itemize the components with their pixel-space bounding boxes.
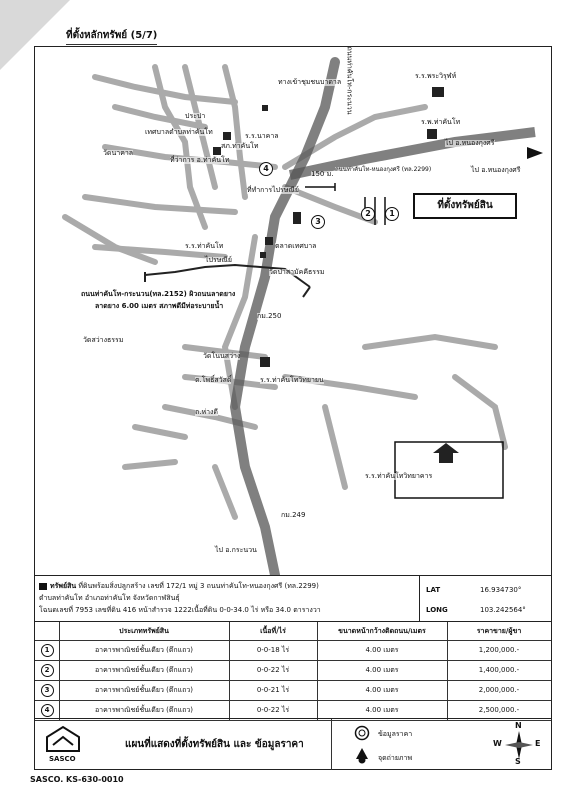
label-kanthon-road: ถ.ห่างดี: [195, 408, 218, 416]
info-line-1-text: ที่ดินพร้อมสิ่งปลูกสร้าง เลขที่ 172/1 หมู่ 3 ถนนท่าคันโท-หนองกุงศรี (ทล.2299): [78, 582, 319, 590]
label-wat-sawang: วัดสว่างธรรม: [83, 336, 124, 344]
price-data-icon: [354, 725, 370, 741]
lat-label: LAT: [426, 586, 441, 594]
row-1-no-cell: [35, 641, 60, 660]
lat-value: 16.934730°: [480, 586, 522, 594]
info-line-2: ตำบลท่าคันโท อำเภอท่าคันโท จังหวัดกาฬสินธุ์: [39, 594, 180, 602]
row-2-no-cell: [35, 661, 60, 680]
label-samnak: ร.ร.ท่าคันโท: [185, 242, 224, 250]
compass-rose: [493, 721, 545, 766]
label-road-width: ลาดยาง 6.00 เมตร สภาพดีมีท่อระบายน้ำ: [95, 302, 224, 310]
sasco-logo: [41, 723, 91, 765]
row-3-number: 3: [41, 684, 54, 697]
label-post-office: ไปรษณีย์: [205, 256, 232, 264]
row-1-price: 1,200,000.-: [478, 646, 520, 654]
long-value: 103.242564°: [480, 606, 526, 614]
label-prapa: ประปา: [185, 112, 206, 120]
row-2-type: อาคารพาณิชย์ชั้นเดียว (ตึกแถว): [59, 661, 230, 680]
label-market: ตลาดเทศบาล: [275, 242, 317, 250]
row-1-frontage: 4.00 เมตร: [317, 641, 448, 660]
marker-4: 4: [259, 162, 273, 176]
logo-text: SASCO: [49, 755, 76, 763]
compass-e: E: [535, 739, 541, 748]
label-km250: กม.250: [257, 312, 282, 320]
row-3-price: 2,000,000.-: [478, 686, 520, 694]
row-4-frontage: 4.00 เมตร: [317, 701, 448, 720]
row-2-area: 0-0-22 ไร่: [229, 661, 318, 680]
table-row: [35, 641, 551, 661]
label-to-kranuan: ไป อ.กระนวน: [215, 546, 257, 554]
header-no: [35, 622, 60, 640]
label-wat-lang: วัดโนนสว่าง: [203, 352, 241, 360]
row-1-type: อาคารพาณิชย์ชั้นเดียว (ตึกแถว): [59, 641, 230, 660]
footer-title: แผนที่แสดงที่ตั้งทรัพย์สิน และ ข้อมูลราคา: [125, 739, 304, 750]
row-4-area: 0-0-22 ไร่: [229, 701, 318, 720]
row-3-no-cell: [35, 681, 60, 700]
label-police: สภ.ท่าคันโท: [221, 142, 259, 150]
info-line-1-label: ทรัพย์สิน: [50, 582, 77, 590]
marker-1: 1: [385, 207, 399, 221]
row-2-frontage: 4.00 เมตร: [317, 661, 448, 680]
coordinates-box: [419, 576, 552, 622]
label-municipality: เทศบาลตำบลท่าคันโท: [145, 128, 213, 136]
location-map: [35, 47, 551, 575]
label-to-nong-kung-si-2: ไป อ.หนองกุงศรี: [471, 166, 521, 174]
label-school-wat: ร.ร.พระวิรุฬห์: [415, 72, 457, 80]
label-km249: กม.249: [281, 511, 306, 519]
table-row: [35, 661, 551, 681]
road-network: [35, 47, 551, 575]
row-3-frontage: 4.00 เมตร: [317, 681, 448, 700]
header-frontage: ขนาดหน้ากว้างติดถนน/เมตร: [317, 622, 448, 640]
row-4-number: 4: [41, 704, 54, 717]
property-info: [35, 575, 551, 622]
label-road-2152: ถนนท่าคันโท-กระนวน(ทล.2152) ผิวถนนลาดยาง: [81, 290, 236, 298]
map-legend: [331, 719, 462, 770]
property-description: [39, 580, 415, 616]
label-school-witthaya: ร.ร.ท่าคันโทวิทยายน: [260, 376, 324, 384]
document-code: SASCO. KS-630-0010: [30, 775, 124, 784]
row-2-price: 1,400,000.-: [478, 666, 520, 674]
marker-2: 2: [361, 207, 375, 221]
compass-icon: [505, 731, 533, 759]
label-distance-150: 150 ม.: [311, 170, 334, 178]
marker-3: 3: [311, 215, 325, 229]
label-road-2299: ถนนท่าคันโท-หนองกุงศรี (ทล.2299): [335, 166, 432, 173]
house-logo-icon: [41, 723, 91, 755]
info-line-3: โฉนดเลขที่ 7953 เลขที่ดิน 416 หน้าสำรวจ 1222เนื้อที่ดิน 0-0-34.0 ไร่ หรือ 34.0 ตารางวา: [39, 606, 321, 614]
table-header-row: [35, 622, 551, 641]
row-3-type: อาคารพาณิชย์ชั้นเดียว (ตึกแถว): [59, 681, 230, 700]
label-road-pha: ถนนท่าคันโท-กระนวน: [345, 47, 354, 115]
footer: [35, 718, 551, 770]
header-type: ประเภททรัพย์สิน: [59, 622, 230, 640]
label-wat-sam: วัดป่าสามัคคีธรรม: [269, 268, 325, 276]
legend-photo-label: จุดถ่ายภาพ: [378, 754, 413, 762]
document-frame: [34, 46, 552, 770]
property-legend-square: [39, 583, 47, 590]
label-school-witthayakan: ร.ร.ท่าคันโทวิทยาคาร: [365, 472, 433, 480]
label-to-nong-kung-si: ไป อ.หนองกุงศรี: [445, 139, 495, 147]
property-location-label: ที่ตั้งทรัพย์สิน: [413, 193, 517, 219]
label-post: ที่ทำการไปรษณีย์: [247, 186, 300, 194]
price-table: [35, 621, 551, 721]
header-area: เนื้อที่/ไร่: [229, 622, 318, 640]
label-school-nakal: ร.ร.นาคาล: [245, 132, 279, 140]
info-line-1: [39, 580, 415, 592]
long-label: LONG: [426, 606, 448, 614]
row-2-number: 2: [41, 664, 54, 677]
photo-point-icon: [354, 747, 370, 765]
row-4-type: อาคารพาณิชย์ชั้นเดียว (ตึกแถว): [59, 701, 230, 720]
row-3-area: 0-0-21 ไร่: [229, 681, 318, 700]
table-row: [35, 681, 551, 701]
row-4-price: 2,500,000.-: [478, 706, 520, 714]
row-1-area: 0-0-18 ไร่: [229, 641, 318, 660]
row-1-number: 1: [41, 644, 54, 657]
legend-price-label: ข้อมูลราคา: [378, 730, 413, 738]
compass-s: S: [515, 757, 521, 766]
label-pho-si: ต.โพธิ์สวัสดิ์: [195, 376, 232, 384]
compass-w: W: [493, 739, 502, 748]
label-wat-nakal: วัดนาคาล: [103, 149, 134, 157]
label-community-road: ทางเข้าชุมชนบาดาล: [278, 78, 342, 86]
label-district-office: ที่ว่าการ อ.ท่าคันโท: [170, 156, 230, 164]
header-price: ราคาขาย/ผู้ขา: [476, 627, 522, 635]
label-hospital: ร.พ.ท่าคันโท: [421, 118, 461, 126]
page-title: ที่ตั้งหลักทรัพย์ (5/7): [66, 28, 157, 45]
compass-n: N: [515, 721, 522, 730]
